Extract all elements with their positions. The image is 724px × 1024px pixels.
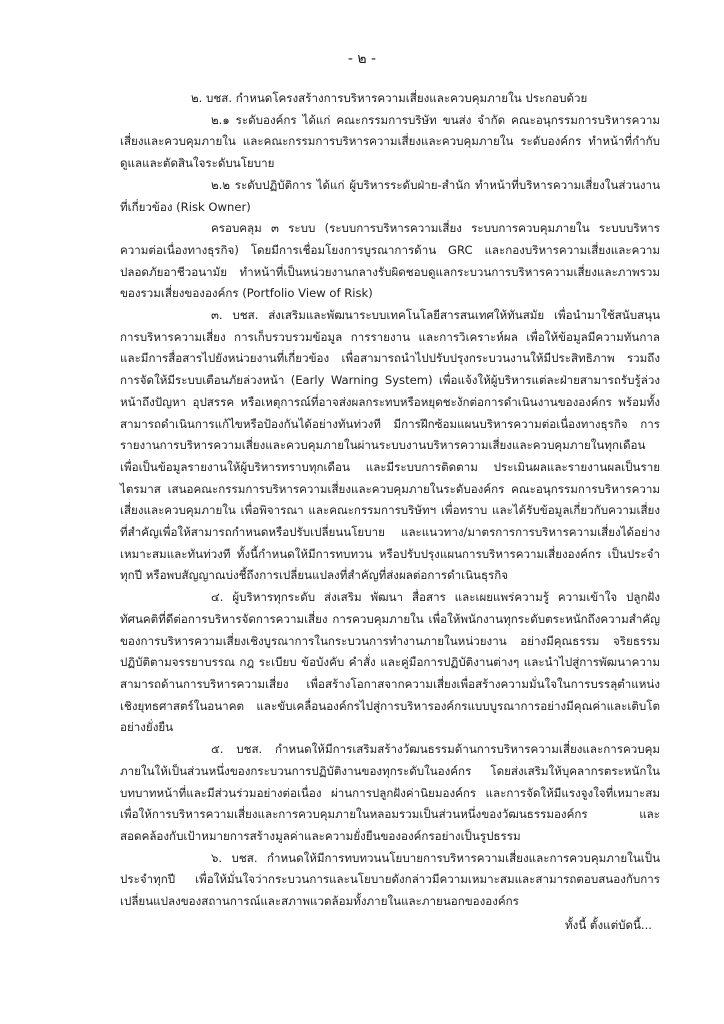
paragraph-policy-review: ๖. บชส. กำหนดให้มีการทบทวนนโยบายการบริหารความเสี่ยงและการควบคุมภายในเป็นประจำทุกปี เพื่อให้มั่นใจว่ากระบวนการและนโยบายดังกล่าวมีความเหมาะสมและสามารถตอบสนองกับการเปลี่ยนแปลงของสถานการณ์และสภาพแวดล้อมทั้งภายในและภายนอกขององค์กร — [120, 850, 660, 909]
document-body — [120, 88, 660, 936]
paragraph-it-support: ๓. บชส. ส่งเสริมและพัฒนาระบบเทคโนโลยีสารสนเทศให้ทันสมัย เพื่อนำมาใช้สนับสนุนการบริหารความเสี่ยง การเก็บรวบรวมข้อมูล การรายงาน และการวิเคราะห์ผล เพื่อให้ข้อมูลมีความทันกาล และมีการสื่อสารไปยังหน่วยงานที่เกี่ยวข้อง เพื่อสามารถนำไปปรับปรุงกระบวนงานให้มีประสิทธิภาพ รวมถึงการจัดให้มีระบบเตือนภัยล่วงหน้า (Early Warning System) เพื่อแจ้งให้ผู้บริหารแต่ละฝ่ายสามารถรับรู้ล่วงหน้าถึงปัญหา อุปสรรค หรือเหตุการณ์ที่อาจส่งผลกระทบหรือหยุดชะงักต่อการดำเนินงานขององค์กร พร้อมทั้งสามารถดำเนินการแก้ไขหรือป้องกันได้อย่างทันท่วงที มีการฝึกซ้อมแผนบริหารความต่อเนื่องทางธุรกิจ การรายงานการบริหารความเสี่ยงและควบคุมภายในผ่านระบบงานบริหารความเสี่ยงและควบคุมภายในทุกเดือน เพื่อเป็นข้อมูลรายงานให้ผู้บริหารทราบทุกเดือน และมีระบบการติดตาม ประเมินผลและรายงานผลเป็นรายไตรมาส เสนอคณะกรรมการบริหารความเสี่ยงและควบคุมภายในระดับองค์กร คณะอนุกรรมการบริหารความเสี่ยงและควบคุมภายใน เพื่อพิจารณา และคณะกรรมการบริษัทฯ เพื่อทราบ และได้รับข้อมูลเกี่ยวกับความเสี่ยงที่สำคัญเพื่อให้สามารถกำหนดหรือปรับเปลี่ยนนโยบาย และแนวทาง/มาตรการการบริหารความเสี่ยงได้อย่างเหมาะสมและทันท่วงที ทั้งนี้กำหนดให้มีการทบทวน หรือปรับปรุงแผนการบริหารความเสี่ยงองค์กร เป็นประจำทุกปี หรือพบสัญญาณบ่งชี้ถึงการเปลี่ยนแปลงที่สำคัญที่ส่งผลต่อการดำเนินธุรกิจ — [120, 308, 660, 583]
paragraph-risk-culture: ๕. บชส. กำหนดให้มีการเสริมสร้างวัฒนธรรมด้านการบริหารความเสี่ยงและการควบคุมภายในให้เป็นส่วนหนึ่งของกระบวนการปฏิบัติงานของทุกระดับในองค์กร โดยส่งเสริมให้บุคลากรตระหนักในบทบาทหน้าที่และมีส่วนร่วมอย่างต่อเนื่อง ผ่านการปลูกฝังค่านิยมองค์กร และการจัดให้มีแรงจูงใจที่เหมาะสม เพื่อให้การบริหารความเสี่ยงและการควบคุมภายในหลอมรวมเป็นส่วนหนึ่งของวัฒนธรรมองค์กร และสอดคล้องกับเป้าหมายการสร้างมูลค่าและความยั่งยืนขององค์กรอย่างเป็นรูปธรรม — [120, 742, 660, 843]
paragraph-executive-promotion: ๔. ผู้บริหารทุกระดับ ส่งเสริม พัฒนา สื่อสาร และเผยแพร่ความรู้ ความเข้าใจ ปลูกฝังทัศนคติที่ดีต่อการบริหารจัดการความเสี่ยง การควบคุมภายใน เพื่อให้พนักงานทุกระดับตระหนักถึงความสำคัญของการบริหารความเสี่ยงเชิงบูรณาการในกระบวนการทำงานภายในหน่วยงาน อย่างมีคุณธรรม จริยธรรม ปฏิบัติตามจรรยาบรรณ กฎ ระเบียบ ข้อบังคับ คำสั่ง และคู่มือการปฏิบัติงานต่างๆ และนำไปสู่การพัฒนาความสามารถด้านการบริหารความเสี่ยง เพื่อสร้างโอกาสจากความเสี่ยงเพื่อสร้างความมั่นใจในการบรรลุตำแหน่งเชิงยุทธศาสตร์ในอนาคต และขับเคลื่อนองค์กรไปสู่การบริหารองค์กรแบบบูรณาการอย่างมีคุณค่าและเติบโตอย่างยั่งยืน — [120, 590, 660, 735]
paragraph-organization-level: ๒.๑ ระดับองค์กร ได้แก่ คณะกรรมการบริษัท ขนส่ง จำกัด คณะอนุกรรมการบริหารความเสี่ยงและควบคุมภายใน และคณะกรรมการบริหารความเสี่ยงและควบคุมภายใน ระดับองค์กร ทำหน้าที่กำกับดูแลและตัดสินใจระดับนโยบาย — [120, 112, 660, 171]
paragraph-operational-level: ๒.๒ ระดับปฏิบัติการ ได้แก่ ผู้บริหารระดับฝ่าย-สำนัก ทำหน้าที่บริหารความเสี่ยงในส่วนงานที่เกี่ยวข้อง (Risk Owner) — [120, 177, 660, 214]
closing-line: ทั้งนี้ ตั้งแต่บัดนี้... — [565, 917, 652, 932]
page-number: - ๒ - — [347, 51, 377, 67]
paragraph-system-coverage: ครอบคลุม ๓ ระบบ (ระบบการบริหารความเสี่ยง ระบบการควบคุมภายใน ระบบบริหารความต่อเนื่องทางธุรกิจ) โดยมีการเชื่อมโยงการบูรณาการด้าน GRC และกองบริหารความเสี่ยงและความปลอดภัยอาชีวอนามัย ทำหน้าที่เป็นหน่วยงานกลางรับผิดชอบดูแลกระบวนการบริหารความเสี่ยงและภาพรวมของรวมเสี่ยงขององค์กร (Portfolio View of Risk) — [120, 221, 660, 301]
paragraph-structure-heading: ๒. บชส. กำหนดโครงสร้างการบริหารความเสี่ยงและควบคุมภายใน ประกอบด้วย — [191, 91, 588, 105]
